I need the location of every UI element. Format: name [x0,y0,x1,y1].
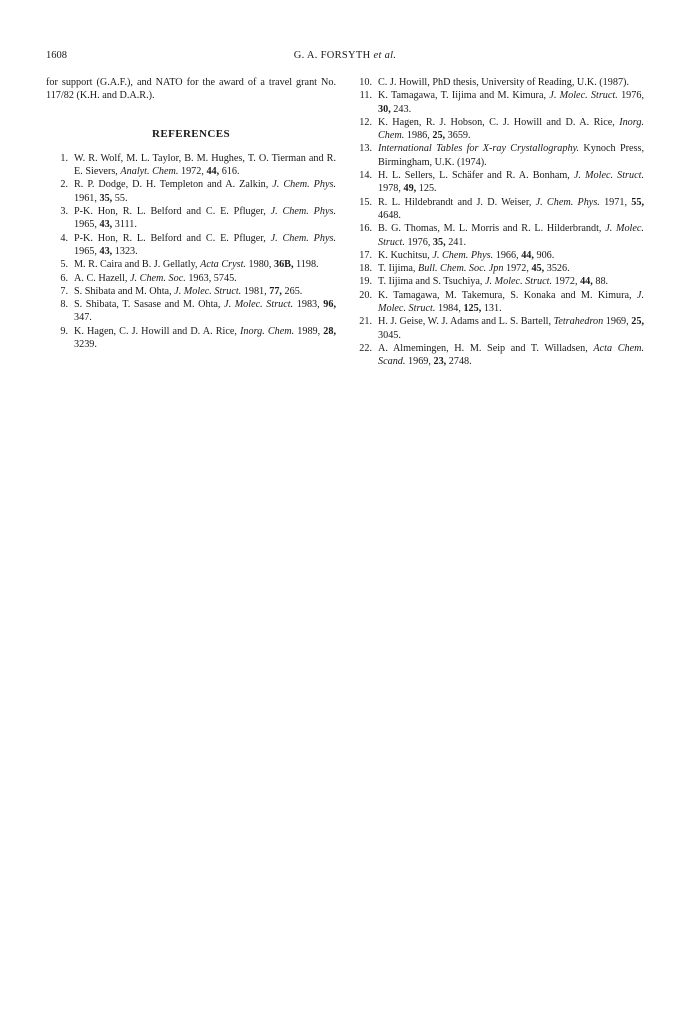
journal-name: Inorg. Chem. [378,116,644,142]
reference-text: 616. [219,166,240,178]
reference-item [350,222,644,249]
reference-text: 1984, [435,303,464,315]
reference-item [46,232,336,259]
reference-text: 1980, [245,259,274,271]
page-number: 1608 [46,50,67,61]
reference-text: 1965, [74,219,100,231]
volume-number: 77, [269,285,282,297]
journal-name: J. Molec. Struct. [174,285,242,297]
reference-text: 125. [416,183,437,195]
reference-number: 11. [359,90,372,102]
reference-item [350,342,644,369]
reference-text: A. Almemingen, H. M. Seip and T. Willadsen, [378,342,594,354]
volume-number: 35, [432,236,446,248]
reference-item [350,315,644,342]
reference-text: S. Shibata, T. Sasase and M. Ohta, [74,299,225,311]
volume-number: 49, [403,183,417,195]
reference-text: P-K. Hon, R. L. Belford and C. E. Pfluger, [74,206,271,218]
journal-name: Inorg. Chem. [240,325,295,337]
reference-text: K. Tamagawa, M. Takemura, S. Konaka and M. Kimura, [378,289,637,301]
reference-number: 13. [359,143,372,155]
running-header [46,50,644,64]
left-column [46,76,336,351]
reference-number: 19. [359,276,372,288]
volume-number: 55, [631,196,644,208]
volume-number: 28, [323,325,336,337]
reference-number: 18. [359,263,372,275]
reference-list-left [46,152,336,351]
reference-text: 241. [445,236,467,248]
reference-number: 12. [359,116,372,128]
reference-text: 3526. [544,263,570,275]
reference-number: 4. [60,232,68,244]
reference-text: 4648. [378,209,401,221]
reference-text: 243. [390,103,412,115]
reference-text: B. G. Thomas, M. L. Morris and R. L. Hilderbrandt, [378,223,606,235]
reference-item [350,142,644,169]
reference-text: 1989, [294,325,324,337]
reference-text: 1981, [241,285,270,297]
reference-number: 14. [359,170,372,182]
journal-name: J. Chem. Phys. [270,206,336,218]
running-head-authors [46,50,644,61]
reference-text: 906. [533,249,555,261]
reference-text: 347. [74,312,92,324]
reference-text: 1323. [112,245,138,257]
journal-name: J. Chem. Phys. [535,196,600,208]
reference-text: R. P. Dodge, D. H. Templeton and A. Zalkin, [74,179,273,191]
reference-text: 3111. [112,219,137,231]
reference-text: A. C. Hazell, [74,272,131,284]
volume-number: 30, [378,103,391,115]
reference-text: K. Tamagawa, T. Iijima and M. Kimura, [378,90,550,102]
acknowledgment-text: for support (G.A.F.), and NATO for the award of a travel grant No. 117/82 (K.H. and D.A.R.). [46,77,336,102]
references-heading: REFERENCES [152,127,230,140]
journal-name: J. Molec. Struct. [378,223,644,248]
volume-number: 23, [433,356,447,368]
reference-text: H. J. Geise, W. J. Adams and L. S. Bartell, [378,316,554,328]
reference-text: K. Hagen, R. J. Hobson, C. J. Howill and D. A. Rice, [378,116,620,128]
journal-name: Acta Chem. Scand. [378,342,645,368]
reference-text: 1966, [493,249,522,261]
reference-text: 1961, [74,192,100,204]
journal-name: J. Chem. Phys. [270,232,336,244]
reference-text: 265. [281,285,303,297]
reference-item [350,89,644,116]
reference-text: K. Hagen, C. J. Howill and D. A. Rice, [74,325,240,337]
authors-text: G. A. FORSYTH [293,50,371,61]
reference-text: T. Iijima, [378,263,418,275]
reference-item [350,262,644,275]
reference-text: 3045. [378,329,401,341]
journal-name: J. Molec. Struct. [224,299,294,311]
volume-number: 43, [99,245,113,257]
reference-text: S. Shibata and M. Ohta, [74,285,175,297]
reference-number: 8. [60,299,68,311]
reference-item [350,76,644,89]
reference-text: P-K. Hon, R. L. Belford and C. E. Pfluger, [74,232,271,244]
reference-text: 2748. [446,356,472,368]
reference-number: 1. [60,152,68,164]
journal-name: J. Chem. Soc. [130,272,186,284]
reference-text: 1971, [599,196,632,208]
reference-text: 1978, [378,183,404,195]
reference-text: 3239. [74,339,97,351]
reference-text: Kynoch Press, Birmingham, U.K. (1974). [378,143,644,168]
reference-text: 1198. [293,259,319,271]
reference-text: C. J. Howill, PhD thesis, University of Reading, U.K. (1987). [378,77,629,88]
volume-number: 44, [206,166,220,178]
journal-name: J. Molec. Struct. [378,289,644,315]
reference-text: 1983, [293,299,324,311]
reference-item [46,285,336,298]
reference-text: 1972, [503,263,532,275]
reference-text: 1972, [552,276,581,288]
reference-item [350,169,644,196]
reference-text: 1969, [405,356,434,368]
reference-item [46,272,336,285]
volume-number: 35, [99,192,113,204]
reference-number: 3. [60,206,68,218]
journal-name: Tetrahedron [553,316,604,328]
reference-text: K. Kuchitsu, [378,249,433,261]
volume-number: 44, [580,276,593,288]
reference-number: 22. [359,342,372,354]
volume-number: 96, [323,299,336,311]
reference-item [46,325,336,352]
reference-text: 1986, [404,130,433,142]
reference-number: 17. [359,249,372,261]
right-column [350,76,644,369]
reference-text: 55. [112,192,128,204]
reference-text: 1972, [178,166,207,178]
journal-name: International Tables for X-ray Crystallography. [378,143,580,155]
journal-name: J. Molec. Struct. [485,276,553,288]
reference-text: 3659. [445,130,471,142]
reference-item [46,258,336,271]
volume-number: 36B, [273,259,294,271]
reference-number: 7. [60,285,68,297]
volume-number: 25, [432,130,446,142]
journal-name: J. Molec. Struct. [549,90,618,102]
et-al-text: et al. [373,50,397,61]
reference-text: W. R. Wolf, M. L. Taylor, B. M. Hughes, T. O. Tierman and R. E. Sievers, [74,152,336,178]
reference-number: 5. [60,259,68,271]
reference-number: 2. [60,179,68,191]
journal-name: Analyt. Chem. [120,166,179,178]
reference-text: 131. [481,303,502,315]
journal-name: J. Chem. Phys. [432,249,494,261]
volume-number: 45, [531,263,545,275]
reference-item [46,178,336,205]
reference-text: M. R. Caira and B. J. Gellatly, [74,259,201,271]
reference-item [46,205,336,232]
reference-number: 16. [359,223,372,235]
reference-text: 88. [592,276,609,288]
reference-item [350,289,644,316]
reference-item [46,298,336,325]
reference-text: H. L. Sellers, L. Schäfer and R. A. Bonham, [378,170,574,182]
reference-number: 10. [359,77,372,88]
reference-list-right [350,76,644,369]
reference-text: 1976, [404,236,433,248]
reference-item [350,116,644,143]
reference-number: 9. [60,325,68,337]
journal-name: J. Chem. Phys. [272,179,336,191]
reference-text: R. L. Hildebrandt and J. D. Weiser, [378,196,536,208]
volume-number: 44, [521,249,534,261]
volume-number: 125, [463,303,482,315]
reference-text: 1976, [617,90,644,102]
reference-number: 21. [359,316,372,328]
volume-number: 43, [99,219,113,231]
journal-name: Acta Cryst. [200,259,246,271]
reference-text: 1965, [74,245,100,257]
reference-number: 15. [359,196,372,208]
reference-item [350,275,644,288]
reference-number: 6. [60,272,68,284]
journal-name: J. Molec. Struct. [573,170,644,182]
reference-text: 1963, 5745. [185,272,237,284]
reference-text: T. Iijima and S. Tsuchiya, [378,276,485,288]
reference-item [350,249,644,262]
journal-name: Bull. Chem. Soc. Jpn [417,263,504,275]
reference-item [350,196,644,223]
reference-text: 1969, [603,316,632,328]
reference-number: 20. [359,289,372,301]
volume-number: 25, [631,316,644,328]
reference-item [46,152,336,179]
